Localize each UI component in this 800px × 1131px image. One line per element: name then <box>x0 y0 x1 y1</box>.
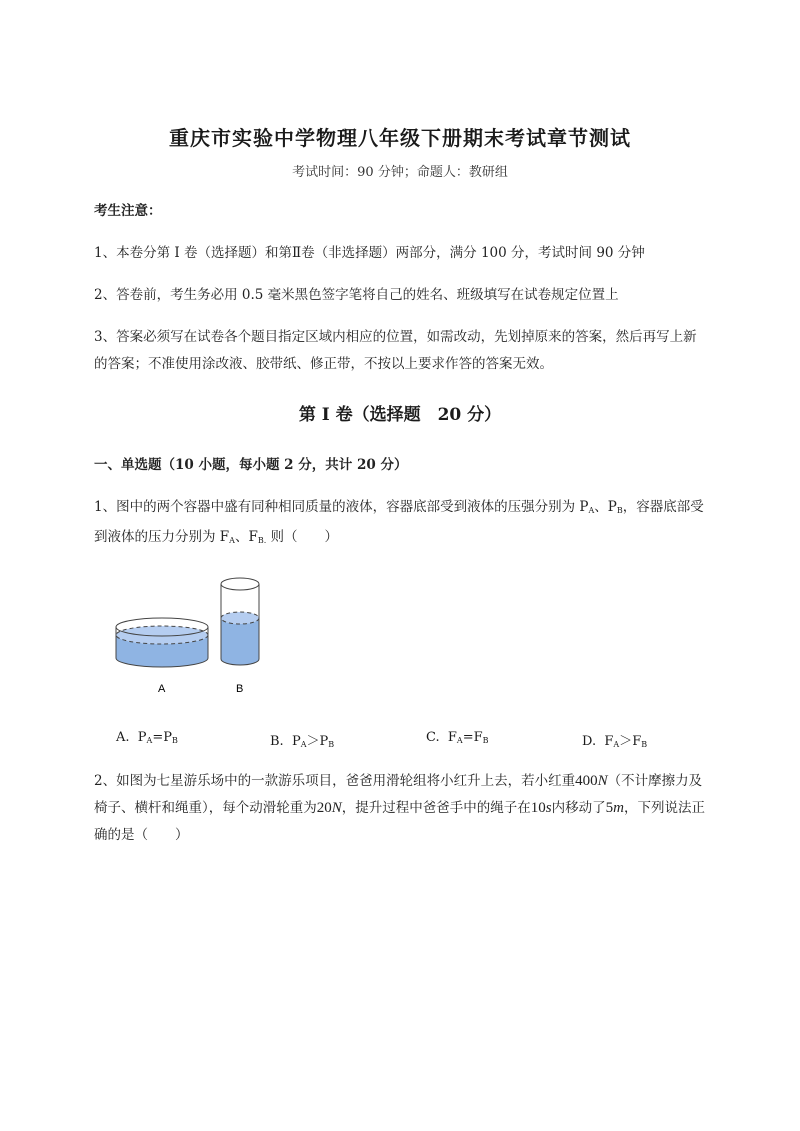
choice-d-s1: A <box>613 740 620 749</box>
container-b <box>221 578 259 665</box>
choice-c[interactable] <box>426 730 489 745</box>
q1-text-b: 、P <box>594 499 617 515</box>
choice-a[interactable] <box>116 730 178 745</box>
notice-item-1: 1、本卷分第 I 卷（选择题）和第Ⅱ卷（非选择题）两部分，满分 100 分，考试时间 90 分钟 <box>94 245 645 261</box>
choice-a-p1: P <box>137 730 147 745</box>
q1-text-a: 1、图中的两个容器中盛有同种相同质量的液体，容器底部受到液体的压强分别为 P <box>94 499 589 515</box>
notice-item-3: 3、答案必须写在试卷各个题目指定区域内相应的位置，如需改动，先划掉原来的答案，然后再写上新的答案；不准使用涂改液、胶带纸、修正带，不按以上要求作答的答案无效。 <box>94 329 697 372</box>
notice-item-2: 2、答卷前，考生务必用 0.5 毫米黑色签字笔将自己的姓名、班级填写在试卷规定位置上 <box>94 287 619 303</box>
choice-a-s1: A <box>146 736 153 745</box>
q2-v3: 10 <box>530 800 546 816</box>
q2-v4: 5 <box>605 800 614 816</box>
q1-text-e: 则（ ） <box>266 529 339 545</box>
choice-c-letter: C. <box>426 730 440 745</box>
choice-d-p2: F <box>632 734 642 749</box>
section-title: 第 I 卷（选择题 20 分） <box>298 405 502 425</box>
exam-title: 重庆市实验中学物理八年级下册期末考试章节测试 <box>169 126 631 150</box>
choice-a-s2: B <box>171 736 178 745</box>
choice-b-p1: P <box>291 734 301 749</box>
q1-text-d: 、F <box>234 529 258 545</box>
choice-c-p2: F <box>473 730 483 745</box>
choice-a-letter: A. <box>116 730 130 745</box>
q2-v2: 20 <box>316 800 332 816</box>
choice-b-op: ＞ <box>306 734 320 749</box>
question-2-text <box>94 768 706 849</box>
q2-u1: N <box>597 773 608 789</box>
choice-b-p2: P <box>319 734 329 749</box>
choice-c-s1: A <box>456 736 463 745</box>
container-b-label: B <box>236 683 244 695</box>
choice-c-op: = <box>462 730 474 745</box>
containers-figure <box>108 572 278 702</box>
choice-b[interactable] <box>270 730 334 749</box>
q1-sub-a1: A <box>588 506 595 515</box>
q2-u3: s <box>545 800 552 816</box>
container-a <box>116 618 208 667</box>
q1-sub-b2: B. <box>257 536 267 545</box>
question-1-text <box>94 494 706 554</box>
container-a-label: A <box>158 683 166 695</box>
q2-v1: 400 <box>575 773 598 789</box>
notice-heading: 考生注意： <box>94 203 162 219</box>
choice-b-letter: B. <box>270 734 284 749</box>
q2-t5: ，下列说法正确的是（ ） <box>94 800 705 843</box>
choice-d-p1: F <box>604 734 614 749</box>
choice-b-s2: B <box>328 740 335 749</box>
q1-text-c: ，容器底部受到液体的压力分别为 F <box>94 499 704 545</box>
q2-u2: N <box>331 800 342 816</box>
q2-u4: m <box>613 800 624 816</box>
q2-t3: ，提升过程中爸爸手中的绳子在 <box>341 800 531 816</box>
q2-t4: 内移动了 <box>551 800 606 816</box>
q2-t2: （不计摩擦力及椅子、横杆和绳重），每个动滑轮重为 <box>94 773 703 816</box>
choice-c-s2: B <box>482 736 489 745</box>
choice-d-letter: D. <box>582 734 597 749</box>
choice-b-s1: A <box>300 740 307 749</box>
choice-a-op: = <box>152 730 164 745</box>
choice-d-s2: B <box>641 740 648 749</box>
q1-sub-b1: B <box>616 506 623 515</box>
q2-t1: 2、如图为七星游乐场中的一款游乐项目，爸爸用滑轮组将小红升上去，若小红重 <box>94 773 576 789</box>
part-heading: 一、单选题（10 小题，每小题 2 分，共计 20 分） <box>94 457 408 473</box>
choice-c-p1: F <box>447 730 457 745</box>
exam-subtitle: 考试时间：90 分钟；命题人：教研组 <box>292 165 508 180</box>
choice-d-op: ＞ <box>619 734 633 749</box>
q1-sub-a2: A <box>229 536 235 545</box>
choice-d[interactable] <box>582 730 647 749</box>
choice-a-p2: P <box>163 730 172 745</box>
